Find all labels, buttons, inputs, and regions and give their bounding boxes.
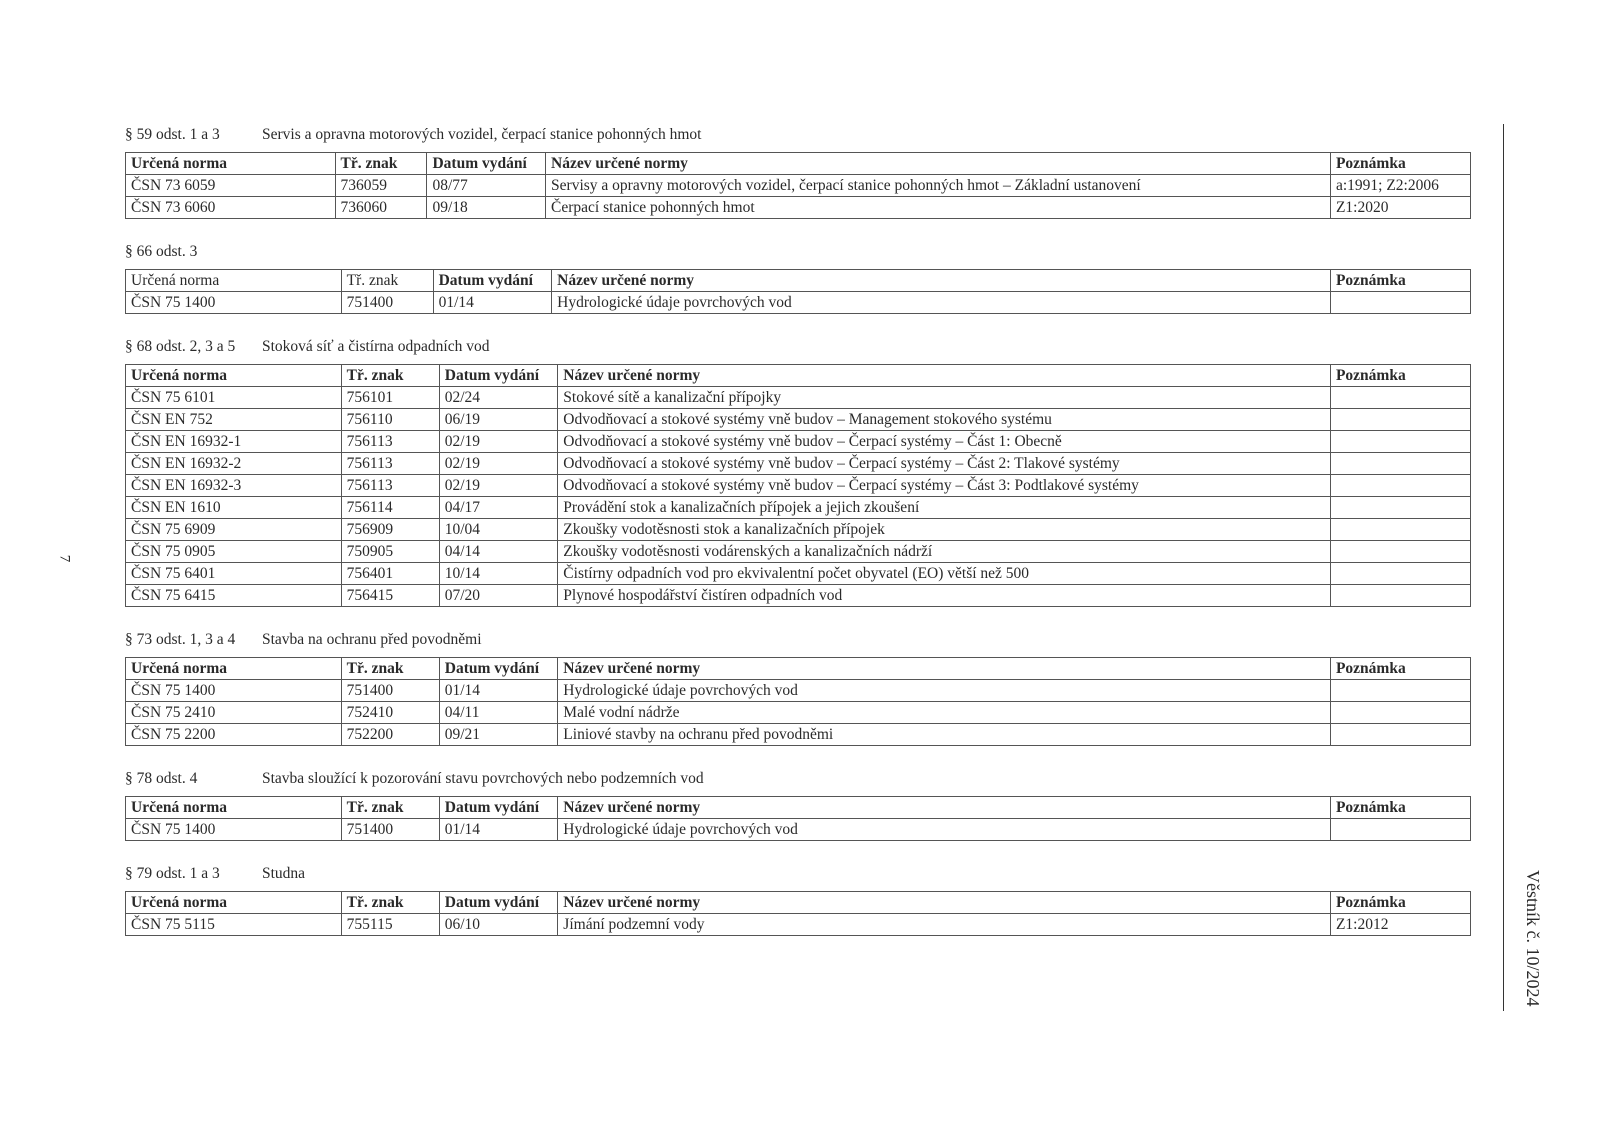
cell-norm: ČSN EN 16932-3 <box>126 475 342 497</box>
cell-note <box>1330 702 1470 724</box>
section-ref: § 78 odst. 4 <box>125 769 198 787</box>
standards-table <box>125 796 1471 841</box>
cell-class: 756101 <box>341 387 439 409</box>
cell-note: a:1991; Z2:2006 <box>1330 175 1470 197</box>
cell-name: Plynové hospodářství čistíren odpadních vod <box>558 585 1331 607</box>
cell-class: 755115 <box>341 914 439 936</box>
cell-norm: ČSN 73 6059 <box>126 175 336 197</box>
col-header-name: Název určené normy <box>558 797 1331 819</box>
table-header-row <box>126 365 1471 387</box>
cell-class: 751400 <box>341 680 439 702</box>
section-79 <box>125 857 1473 936</box>
cell-name: Odvodňovací a stokové systémy vně budov – Čerpací systémy – Část 3: Podtlakové systémy <box>558 475 1331 497</box>
cell-class: 752410 <box>341 702 439 724</box>
cell-date: 04/11 <box>439 702 558 724</box>
table-row <box>126 292 1471 314</box>
col-header-class: Tř. znak <box>341 658 439 680</box>
cell-norm: ČSN 75 6909 <box>126 519 342 541</box>
cell-class: 756110 <box>341 409 439 431</box>
cell-name: Zkoušky vodotěsnosti stok a kanalizačních přípojek <box>558 519 1331 541</box>
table-row <box>126 819 1471 841</box>
section-73 <box>125 623 1473 746</box>
section-heading <box>125 235 1473 259</box>
table-row <box>126 387 1471 409</box>
cell-name: Servisy a opravny motorových vozidel, čerpací stanice pohonných hmot – Základní ustanovení <box>546 175 1331 197</box>
cell-class: 751400 <box>341 819 439 841</box>
cell-name: Jímání podzemní vody <box>558 914 1331 936</box>
col-header-note: Poznámka <box>1330 658 1470 680</box>
standards-table <box>125 657 1471 746</box>
cell-name: Provádění stok a kanalizačních přípojek a jejich zkoušení <box>558 497 1331 519</box>
cell-note <box>1330 563 1470 585</box>
section-title: Studna <box>262 864 306 882</box>
cell-norm: ČSN 75 0905 <box>126 541 342 563</box>
cell-note <box>1330 409 1470 431</box>
col-header-name: Název určené normy <box>558 658 1331 680</box>
cell-norm: ČSN EN 16932-1 <box>126 431 342 453</box>
standards-table <box>125 269 1471 314</box>
section-heading <box>125 623 1473 647</box>
table-row <box>126 475 1471 497</box>
table-row <box>126 197 1471 219</box>
col-header-norm: Určená norma <box>126 658 342 680</box>
cell-note <box>1330 292 1470 314</box>
cell-class: 756113 <box>341 453 439 475</box>
col-header-class: Tř. znak <box>335 153 427 175</box>
table-row <box>126 541 1471 563</box>
cell-class: 736060 <box>335 197 427 219</box>
cell-date: 10/04 <box>439 519 558 541</box>
margin-rule <box>1503 124 1504 1011</box>
cell-date: 04/14 <box>439 541 558 563</box>
col-header-class: Tř. znak <box>341 365 439 387</box>
cell-date: 06/19 <box>439 409 558 431</box>
table-row <box>126 914 1471 936</box>
col-header-date: Datum vydání <box>439 892 558 914</box>
cell-note <box>1330 680 1470 702</box>
cell-date: 01/14 <box>439 819 558 841</box>
cell-name: Čerpací stanice pohonných hmot <box>546 197 1331 219</box>
table-row <box>126 409 1471 431</box>
col-header-name: Název určené normy <box>552 270 1331 292</box>
section-heading <box>125 118 1473 142</box>
cell-class: 756401 <box>341 563 439 585</box>
section-title: Stavba sloužící k pozorování stavu povrchových nebo podzemních vod <box>262 769 704 787</box>
col-header-note: Poznámka <box>1330 270 1470 292</box>
cell-note <box>1330 541 1470 563</box>
cell-name: Odvodňovací a stokové systémy vně budov – Čerpací systémy – Část 1: Obecně <box>558 431 1331 453</box>
section-title: Stavba na ochranu před povodněmi <box>262 630 482 648</box>
cell-date: 01/14 <box>433 292 552 314</box>
cell-note <box>1330 387 1470 409</box>
col-header-norm: Určená norma <box>126 365 342 387</box>
cell-note <box>1330 585 1470 607</box>
col-header-note: Poznámka <box>1330 892 1470 914</box>
col-header-norm: Určená norma <box>126 153 336 175</box>
table-row <box>126 519 1471 541</box>
col-header-note: Poznámka <box>1330 153 1470 175</box>
cell-norm: ČSN 75 2410 <box>126 702 342 724</box>
journal-issue: Věstník č. 10/2024 <box>1523 870 1543 1007</box>
section-title: Servis a opravna motorových vozidel, čerpací stanice pohonných hmot <box>262 125 702 143</box>
table-row <box>126 585 1471 607</box>
cell-class: 751400 <box>341 292 433 314</box>
col-header-norm: Určená norma <box>126 797 342 819</box>
table-header-row <box>126 153 1471 175</box>
table-row <box>126 453 1471 475</box>
col-header-name: Název určené normy <box>558 892 1331 914</box>
table-row <box>126 431 1471 453</box>
section-ref: § 79 odst. 1 a 3 <box>125 864 220 882</box>
page-number: 7 <box>56 554 73 563</box>
table-header-row <box>126 658 1471 680</box>
cell-norm: ČSN EN 752 <box>126 409 342 431</box>
table-header-row <box>126 270 1471 292</box>
section-68 <box>125 330 1473 607</box>
cell-class: 756909 <box>341 519 439 541</box>
cell-norm: ČSN 75 1400 <box>126 680 342 702</box>
table-row <box>126 680 1471 702</box>
cell-date: 08/77 <box>427 175 546 197</box>
cell-class: 756113 <box>341 431 439 453</box>
cell-date: 10/14 <box>439 563 558 585</box>
cell-name: Hydrologické údaje povrchových vod <box>552 292 1331 314</box>
cell-note: Z1:2012 <box>1330 914 1470 936</box>
cell-date: 02/19 <box>439 431 558 453</box>
table-row <box>126 563 1471 585</box>
cell-name: Hydrologické údaje povrchových vod <box>558 819 1331 841</box>
standards-table <box>125 891 1471 936</box>
cell-norm: ČSN 75 1400 <box>126 292 342 314</box>
section-ref: § 73 odst. 1, 3 a 4 <box>125 630 236 648</box>
cell-date: 07/20 <box>439 585 558 607</box>
section-heading <box>125 857 1473 881</box>
section-ref: § 59 odst. 1 a 3 <box>125 125 220 143</box>
cell-class: 756114 <box>341 497 439 519</box>
cell-norm: ČSN 75 6401 <box>126 563 342 585</box>
cell-date: 09/18 <box>427 197 546 219</box>
cell-class: 752200 <box>341 724 439 746</box>
col-header-norm: Určená norma <box>126 892 342 914</box>
cell-note <box>1330 453 1470 475</box>
cell-date: 01/14 <box>439 680 558 702</box>
cell-norm: ČSN 75 6101 <box>126 387 342 409</box>
cell-class: 756415 <box>341 585 439 607</box>
table-header-row <box>126 797 1471 819</box>
section-78 <box>125 762 1473 841</box>
col-header-date: Datum vydání <box>427 153 546 175</box>
document-content <box>125 118 1473 952</box>
col-header-class: Tř. znak <box>341 797 439 819</box>
col-header-name: Název určené normy <box>558 365 1331 387</box>
section-heading <box>125 762 1473 786</box>
cell-note: Z1:2020 <box>1330 197 1470 219</box>
table-row <box>126 497 1471 519</box>
section-title: Stoková síť a čistírna odpadních vod <box>262 337 490 355</box>
cell-norm: ČSN 73 6060 <box>126 197 336 219</box>
cell-note <box>1330 497 1470 519</box>
cell-date: 02/19 <box>439 475 558 497</box>
cell-name: Zkoušky vodotěsnosti vodárenských a kanalizačních nádrží <box>558 541 1331 563</box>
col-header-class: Tř. znak <box>341 270 433 292</box>
col-header-name: Název určené normy <box>546 153 1331 175</box>
cell-norm: ČSN EN 1610 <box>126 497 342 519</box>
cell-note <box>1330 519 1470 541</box>
cell-class: 750905 <box>341 541 439 563</box>
cell-name: Stokové sítě a kanalizační přípojky <box>558 387 1331 409</box>
section-59 <box>125 118 1473 219</box>
cell-note <box>1330 819 1470 841</box>
table-header-row <box>126 892 1471 914</box>
table-row <box>126 724 1471 746</box>
cell-date: 02/24 <box>439 387 558 409</box>
cell-norm: ČSN EN 16932-2 <box>126 453 342 475</box>
col-header-date: Datum vydání <box>439 365 558 387</box>
cell-note <box>1330 431 1470 453</box>
col-header-norm: Určená norma <box>126 270 342 292</box>
cell-name: Hydrologické údaje povrchových vod <box>558 680 1331 702</box>
standards-table <box>125 364 1471 607</box>
section-heading <box>125 330 1473 354</box>
cell-norm: ČSN 75 5115 <box>126 914 342 936</box>
col-header-class: Tř. znak <box>341 892 439 914</box>
col-header-date: Datum vydání <box>433 270 552 292</box>
cell-name: Odvodňovací a stokové systémy vně budov – Management stokového systému <box>558 409 1331 431</box>
col-header-date: Datum vydání <box>439 797 558 819</box>
cell-date: 09/21 <box>439 724 558 746</box>
cell-date: 04/17 <box>439 497 558 519</box>
cell-norm: ČSN 75 1400 <box>126 819 342 841</box>
cell-class: 756113 <box>341 475 439 497</box>
cell-date: 06/10 <box>439 914 558 936</box>
cell-class: 736059 <box>335 175 427 197</box>
cell-date: 02/19 <box>439 453 558 475</box>
cell-note <box>1330 724 1470 746</box>
cell-name: Liniové stavby na ochranu před povodněmi <box>558 724 1331 746</box>
section-66 <box>125 235 1473 314</box>
standards-table <box>125 152 1471 219</box>
table-row <box>126 175 1471 197</box>
section-ref: § 68 odst. 2, 3 a 5 <box>125 337 236 355</box>
cell-name: Čistírny odpadních vod pro ekvivalentní počet obyvatel (EO) větší než 500 <box>558 563 1331 585</box>
table-row <box>126 702 1471 724</box>
section-ref: § 66 odst. 3 <box>125 242 198 260</box>
cell-name: Odvodňovací a stokové systémy vně budov – Čerpací systémy – Část 2: Tlakové systémy <box>558 453 1331 475</box>
col-header-date: Datum vydání <box>439 658 558 680</box>
cell-note <box>1330 475 1470 497</box>
col-header-note: Poznámka <box>1330 365 1470 387</box>
col-header-note: Poznámka <box>1330 797 1470 819</box>
cell-name: Malé vodní nádrže <box>558 702 1331 724</box>
cell-norm: ČSN 75 6415 <box>126 585 342 607</box>
cell-norm: ČSN 75 2200 <box>126 724 342 746</box>
